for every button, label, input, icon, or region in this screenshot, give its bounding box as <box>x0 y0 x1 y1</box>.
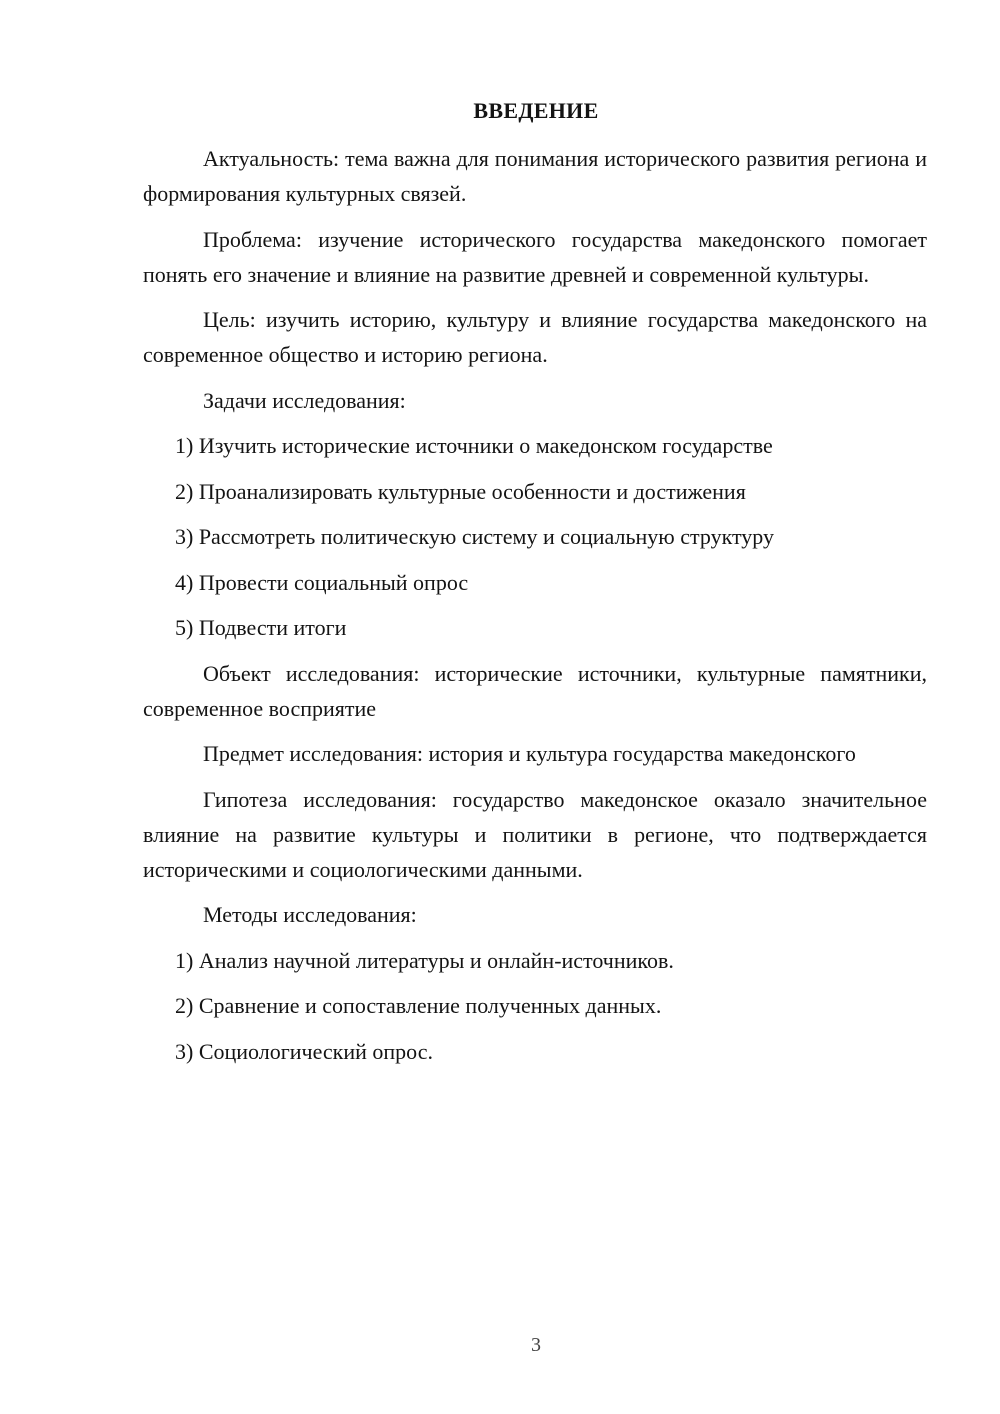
task-item: 1) Изучить исторические источники о македонском государстве <box>175 433 773 458</box>
page-number: 3 <box>531 1334 541 1356</box>
methods-heading: Методы исследования: <box>203 902 417 927</box>
page-title: ВВЕДЕНИЕ <box>473 98 599 123</box>
method-item: 2) Сравнение и сопоставление полученных данных. <box>175 993 662 1018</box>
problem-paragraph: Проблема: изучение исторического государства македонского помогает понять его значение и влияние на развитие древней и современной культуры. <box>143 226 927 287</box>
tasks-heading: Задачи исследования: <box>203 387 406 413</box>
object-paragraph: Объект исследования: исторические источники, культурные памятники, современное восприятие <box>143 660 927 721</box>
document-body <box>143 141 927 1079</box>
method-item: 3) Социологический опрос. <box>175 1038 433 1064</box>
hypothesis-paragraph: Гипотеза исследования: государство македонское оказало значительное влияние на развитие культуры и политики в регионе, что подтверждается историческими и социологическими данными. <box>143 786 927 882</box>
task-item: 5) Подвести итоги <box>175 615 347 640</box>
tasks-list <box>143 428 927 645</box>
task-item: 2) Проанализировать культурные особенности и достижения <box>175 478 746 504</box>
task-item: 4) Провести социальный опрос <box>175 569 469 595</box>
method-item: 1) Анализ научной литературы и онлайн-источников. <box>175 947 674 973</box>
methods-list <box>143 943 927 1069</box>
task-item: 3) Рассмотреть политическую систему и социальную структуру <box>175 524 775 549</box>
relevance-paragraph: Актуальность: тема важна для понимания исторического развития региона и формирования культурных связей. <box>143 146 927 206</box>
goal-paragraph: Цель: изучить историю, культуру и влияние государства македонского на современное общество и историю региона. <box>143 307 927 367</box>
subject-paragraph: Предмет исследования: история и культура государства македонского <box>203 741 856 766</box>
